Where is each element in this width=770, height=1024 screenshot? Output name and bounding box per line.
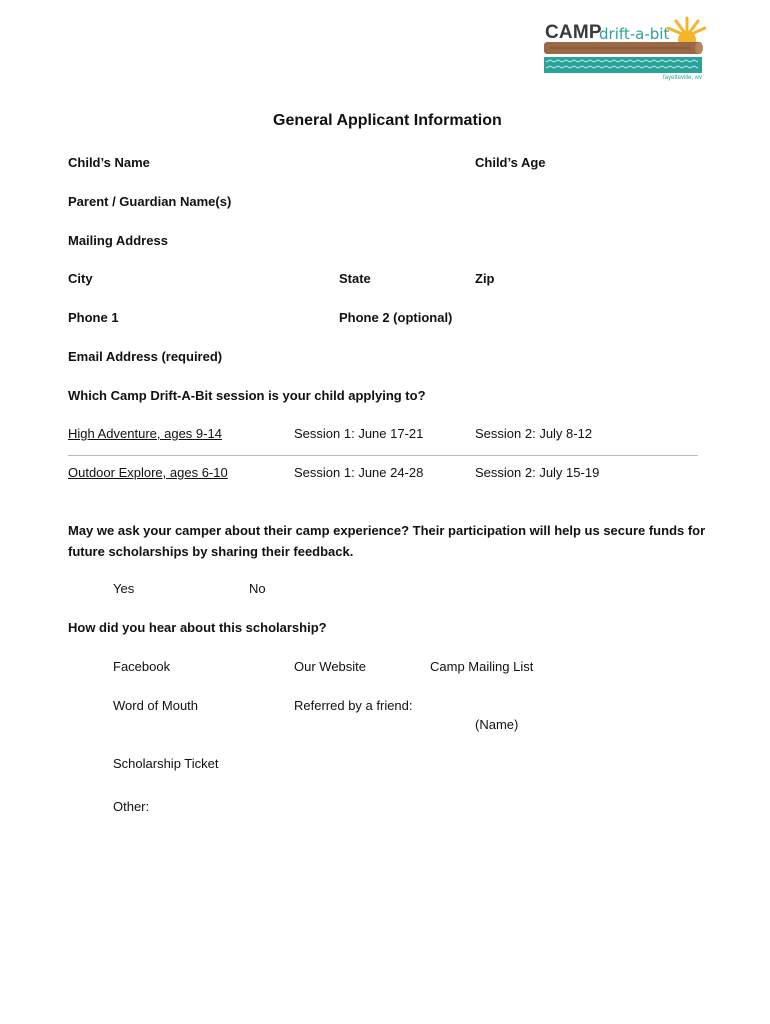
logo-script: drift-a-bit (599, 25, 670, 43)
source-referred-option[interactable]: Referred by a friend: (294, 698, 413, 713)
phone2-label: Phone 2 (optional) (339, 310, 453, 325)
session-program-high-adventure: High Adventure, ages 9-14 (68, 426, 222, 441)
child-name-label: Child’s Name (68, 155, 150, 170)
session-question: Which Camp Drift-A-Bit session is your child applying to? (68, 388, 426, 403)
divider (68, 455, 698, 456)
mailing-address-label: Mailing Address (68, 233, 168, 248)
child-age-label: Child’s Age (475, 155, 546, 170)
email-label: Email Address (required) (68, 349, 223, 364)
session-option[interactable]: Session 2: July 8-12 (475, 426, 593, 441)
feedback-question: May we ask your camper about their camp experience? Their participation will help us secure funds for future scholarships by sharing their feedback. (68, 523, 706, 559)
session-option[interactable]: Session 1: June 24-28 (294, 465, 424, 480)
source-mailing-list-option[interactable]: Camp Mailing List (430, 659, 534, 674)
source-other-option[interactable]: Other: (113, 799, 150, 814)
zip-label: Zip (475, 271, 495, 286)
session-option[interactable]: Session 1: June 17-21 (294, 426, 424, 441)
logo-location: fayetteville, wv (662, 75, 702, 81)
session-option[interactable]: Session 2: July 15-19 (475, 465, 600, 480)
session-program-outdoor-explore: Outdoor Explore, ages 6-10 (68, 465, 228, 480)
source-website-option[interactable]: Our Website (294, 659, 367, 674)
referrer-name-hint: (Name) (475, 717, 519, 732)
source-word-of-mouth-option[interactable]: Word of Mouth (113, 698, 199, 713)
feedback-no-option[interactable]: No (249, 581, 266, 596)
page-title: General Applicant Information (273, 112, 502, 129)
city-label: City (68, 271, 93, 286)
state-label: State (339, 271, 371, 286)
camp-logo (540, 14, 706, 86)
feedback-yes-option[interactable]: Yes (113, 581, 135, 596)
logo-brand: CAMP (545, 22, 602, 43)
source-facebook-option[interactable]: Facebook (113, 659, 171, 674)
source-question: How did you hear about this scholarship? (68, 620, 327, 635)
parent-names-label: Parent / Guardian Name(s) (68, 194, 232, 209)
source-ticket-option[interactable]: Scholarship Ticket (113, 756, 219, 771)
phone1-label: Phone 1 (68, 310, 119, 325)
